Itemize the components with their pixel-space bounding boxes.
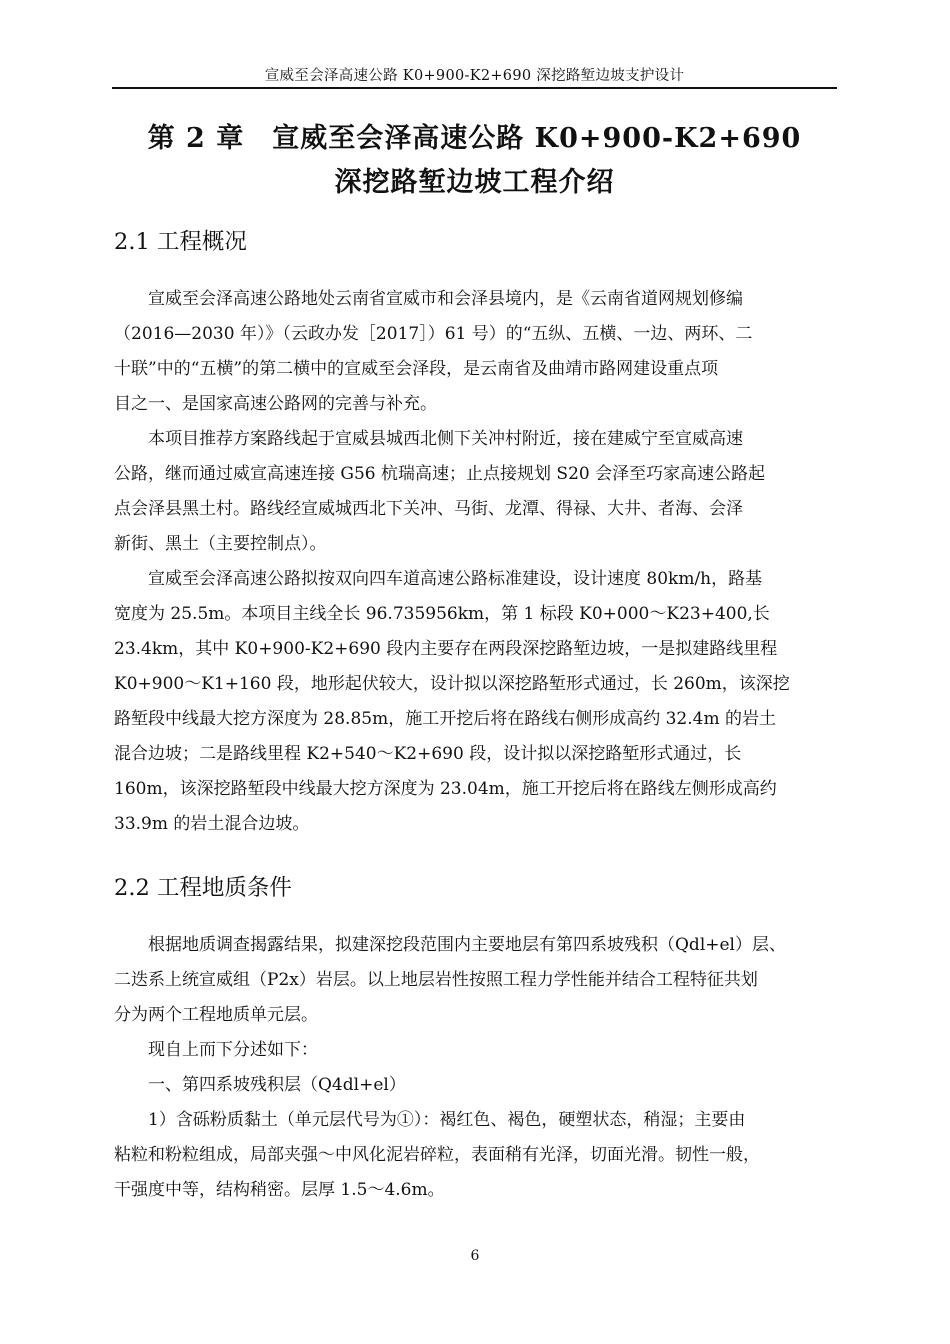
section-heading-2-2: 2.2 工程地质条件 [114,875,292,901]
paragraph [114,282,839,422]
text-line: 十联”中的“五横”的第二横中的宣威至会泽段，是云南省及曲靖市路网建设重点项 [114,359,719,379]
text-line: 33.9m 的岩土混合边坡。 [114,814,310,834]
paragraph [114,1033,839,1068]
text-line: 二迭系上统宣威组（P2x）岩层。以上地层岩性按照工程力学性能并结合工程特征共划 [114,970,758,990]
header-rule [112,87,837,89]
paragraph [114,928,839,1033]
paragraph [114,562,839,842]
chapter-title-line1: 第 2 章 宣威至会泽高速公路 K0+900-K2+690 [147,123,802,154]
text-line: K0+900～K1+160 段，地形起伏较大，设计拟以深挖路堑形式通过，长 260m，该深挖 [114,674,790,694]
paragraph [114,422,839,562]
section-heading-2-1: 2.1 工程概况 [114,229,247,255]
text-line: 现自上而下分述如下： [148,1040,318,1060]
running-header: 宣威至会泽高速公路 K0+900-K2+690 深挖路堑边坡支护设计 [264,68,685,84]
text-line: 分为两个工程地质单元层。 [114,1005,318,1025]
text-line: 1）含砾粉质黏土（单元层代号为①）：褐红色、褐色，硬塑状态，稍湿；主要由 [148,1110,746,1130]
text-line: 一、第四系坡残积层（Q4dl+el） [148,1075,406,1095]
text-line: 公路，继而通过威宣高速连接 G56 杭瑞高速；止点接规划 S20 会泽至巧家高速公路起 [114,464,766,484]
text-line: 粘粒和粉粒组成，局部夹强～中风化泥岩碎粒，表面稍有光泽，切面光滑。韧性一般， [114,1145,760,1165]
text-line: 新街、黑土（主要控制点）。 [114,534,327,554]
text-line: （2016—2030 年）》（云政办发［2017］）61 号）的“五纵、五横、一边、两环、二 [114,324,753,344]
chapter-title-line2: 深挖路堑边坡工程介绍 [334,167,615,198]
text-line: 宣威至会泽高速公路拟按双向四车道高速公路标准建设，设计速度 80km/h，路基 [148,569,763,589]
text-line: 宽度为 25.5m。本项目主线全长 96.735956km，第 1 标段 K0+000～K23+400,长 [114,604,770,624]
text-line: 160m，该深挖路堑段中线最大挖方深度为 23.04m，施工开挖后将在路线左侧形成高约 [114,779,777,799]
page-number: 6 [470,1248,480,1264]
text-line: 本项目推荐方案路线起于宣威县城西北侧下关冲村附近，接在建威宁至宣威高速 [148,429,743,449]
text-line: 23.4km，其中 K0+900-K2+690 段内主要存在两段深挖路堑边坡，一是拟建路线里程 [114,639,778,659]
paragraph [114,1103,839,1208]
text-line: 宣威至会泽高速公路地处云南省宣威市和会泽县境内，是《云南省道网规划修编 [148,289,743,309]
text-line: 根据地质调查揭露结果，拟建深挖段范围内主要地层有第四系坡残积（Qdl+el）层、 [148,935,786,955]
text-line: 目之一、是国家高速公路网的完善与补充。 [114,394,437,414]
text-line: 混合边坡；二是路线里程 K2+540～K2+690 段，设计拟以深挖路堑形式通过，长 [114,744,742,764]
text-line: 干强度中等，结构稍密。层厚 1.5～4.6m。 [114,1180,445,1200]
text-line: 点会泽县黑土村。路线经宣威城西北下关冲、马街、龙潭、得禄、大井、者海、会泽 [114,499,743,519]
paragraph [114,1068,839,1103]
text-line: 路堑段中线最大挖方深度为 28.85m，施工开挖后将在路线右侧形成高约 32.4m 的岩土 [114,709,776,729]
